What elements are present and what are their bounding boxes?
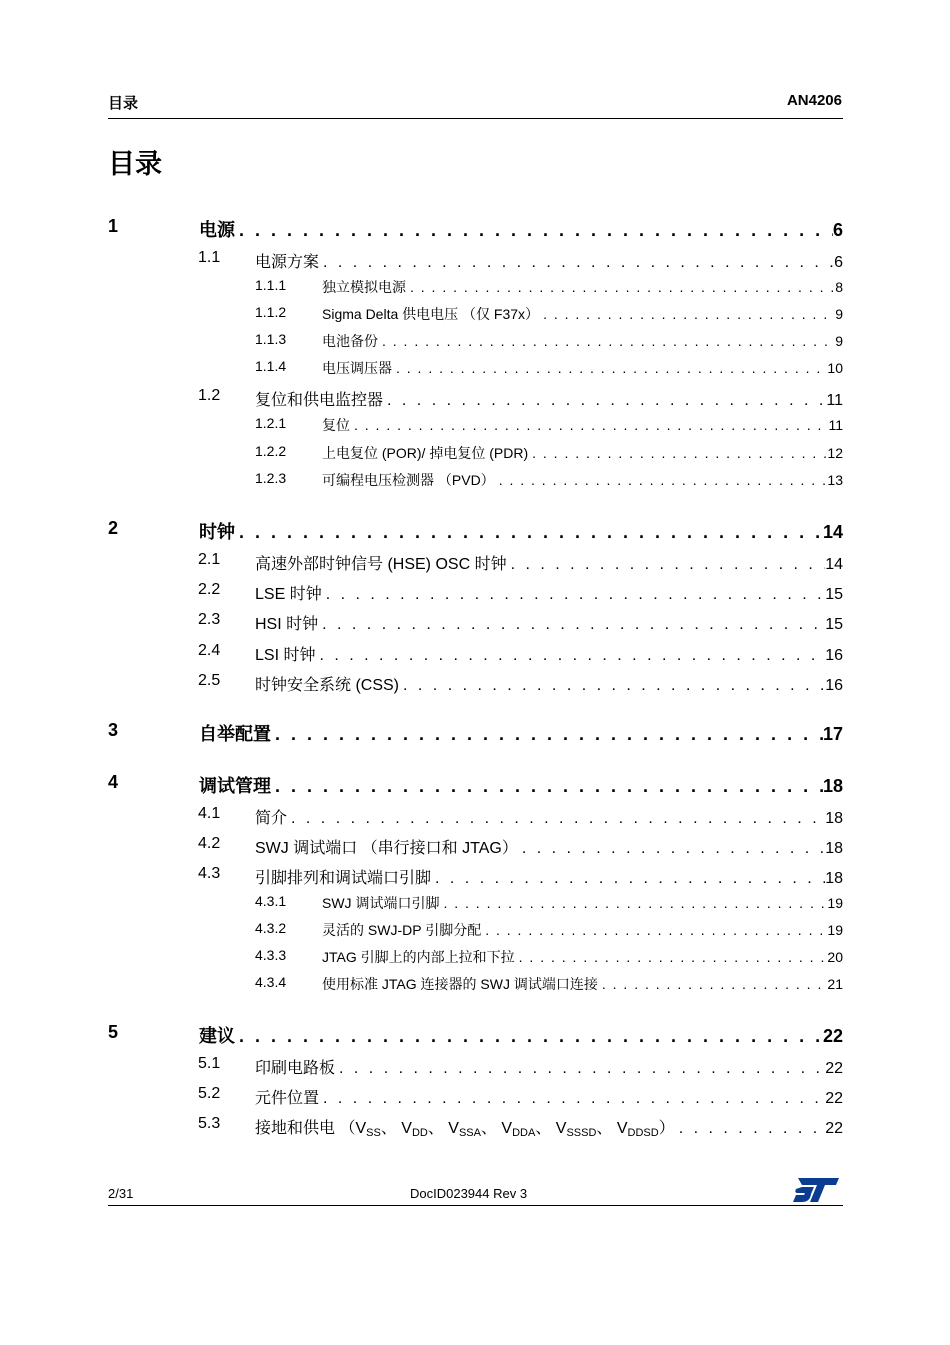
toc-page: 18 (825, 810, 843, 827)
toc-page: 22 (825, 1090, 843, 1107)
toc-title: LSI 时钟 (255, 647, 316, 664)
toc-number: 2.2 (198, 581, 221, 598)
toc-title-part: 、 V (480, 1120, 513, 1137)
toc-number: 4.1 (198, 805, 221, 822)
toc-leader (319, 254, 834, 272)
toc-number: 2.1 (198, 551, 221, 568)
toc-title-part: ） (658, 1120, 675, 1137)
toc-number: 1.2.2 (255, 443, 287, 459)
toc-leader (235, 220, 833, 241)
toc-page: 9 (835, 306, 843, 322)
toc-number: 4.2 (198, 835, 221, 852)
toc-title: 复位和供电监控器 (255, 392, 384, 409)
toc-entry[interactable] (108, 551, 843, 573)
toc-number: 4.3.2 (255, 920, 287, 936)
toc-title: 引脚排列和调试端口引脚 (255, 870, 432, 887)
toc-leader (481, 922, 827, 938)
toc-entry[interactable] (108, 642, 843, 664)
toc-title: 时钟 (199, 522, 235, 542)
toc-leader (235, 522, 823, 543)
toc-title: 简介 (255, 810, 288, 827)
footer-rule (108, 1205, 843, 1206)
toc-number: 3 (108, 720, 119, 740)
toc-leader (439, 895, 827, 911)
toc-leader (335, 1060, 825, 1078)
toc-number: 1.2.3 (255, 470, 287, 486)
toc-entry[interactable] (108, 304, 843, 324)
toc-leader (515, 949, 828, 965)
toc-title-part: 、 V (535, 1120, 567, 1137)
toc-page: 8 (835, 279, 843, 295)
toc-page: 13 (827, 472, 843, 488)
toc-number: 1.1.3 (255, 331, 287, 347)
toc-leader (322, 586, 826, 604)
toc-entry[interactable] (108, 358, 843, 378)
toc-title-subscript: SS (366, 1127, 381, 1139)
toc-number: 4.3.1 (255, 893, 287, 909)
toc-title: 可编程电压检测器 （PVD） (322, 472, 495, 488)
toc-entry[interactable] (108, 277, 843, 297)
toc-entry[interactable] (108, 443, 843, 463)
toc-leader (271, 724, 823, 745)
toc-leader (392, 360, 827, 376)
toc-title-subscript: DDSD (627, 1127, 659, 1139)
toc-page: 22 (825, 1120, 843, 1137)
toc-title-part: 、 V (380, 1120, 412, 1137)
toc-page: 11 (826, 392, 843, 409)
toc-leader (518, 840, 825, 858)
toc-entry[interactable] (108, 1022, 843, 1046)
toc-leader (350, 417, 828, 433)
toc-title: 印刷电路板 (255, 1060, 336, 1077)
toc-leader (675, 1120, 825, 1138)
toc-page: 19 (827, 895, 843, 911)
toc-title: 上电复位 (POR)/ 掉电复位 (PDR) (322, 445, 529, 461)
toc-title: LSE 时钟 (255, 586, 322, 603)
toc-number: 1.1.2 (255, 304, 287, 320)
toc-entry[interactable] (108, 1085, 843, 1107)
toc-number: 1.1 (198, 249, 221, 266)
toc-number: 4 (108, 772, 119, 792)
toc-title-subscript: SSSD (566, 1127, 597, 1139)
toc-page: 20 (827, 949, 843, 965)
toc-number: 1.1.4 (255, 358, 287, 374)
toc-leader (315, 647, 825, 665)
toc-leader (287, 810, 825, 828)
toc-leader (507, 556, 826, 574)
toc-title: 独立模拟电源 (322, 279, 406, 295)
toc-page: 18 (822, 776, 843, 796)
toc-page: 10 (827, 360, 843, 376)
toc-title: HSI 时钟 (255, 616, 319, 633)
toc-title: 复位 (322, 417, 350, 433)
toc-number: 2.3 (198, 611, 221, 628)
toc-entry[interactable] (108, 518, 843, 542)
toc-title: 调试管理 (199, 776, 271, 796)
footer-page-number: 2/31 (108, 1186, 134, 1201)
toc-title: 时钟安全系统 (CSS) (255, 677, 400, 694)
toc-page: 22 (825, 1060, 843, 1077)
toc-entry[interactable] (108, 415, 843, 435)
toc-title: 电源 (199, 220, 235, 240)
toc-title: JTAG 引脚上的内部上拉和下拉 (322, 949, 515, 965)
toc-title: 电池备份 (322, 333, 378, 349)
toc-page: 22 (822, 1026, 843, 1046)
toc-title: 电源方案 (255, 254, 320, 271)
toc-leader (399, 677, 825, 695)
toc-leader (271, 776, 823, 797)
toc-leader (319, 1090, 825, 1108)
toc-leader (598, 976, 828, 992)
toc-page: 18 (825, 870, 843, 887)
toc-title: 自举配置 (199, 724, 271, 744)
toc-entry[interactable] (108, 835, 843, 857)
toc-leader (378, 333, 835, 349)
toc-page: 18 (825, 840, 843, 857)
toc-number: 5.2 (198, 1085, 221, 1102)
toc-entry[interactable] (108, 893, 843, 913)
toc-page: 14 (822, 522, 843, 542)
toc-page: 15 (825, 586, 843, 603)
page-title: 目录 (108, 149, 162, 179)
toc-number: 5 (108, 1022, 119, 1042)
toc-leader (539, 306, 835, 322)
toc-leader (383, 392, 826, 410)
toc-page: 17 (822, 724, 843, 744)
toc-title: SWJ 调试端口引脚 (322, 895, 440, 911)
toc-entry[interactable] (108, 216, 843, 240)
toc-title: 灵活的 SWJ-DP 引脚分配 (322, 922, 482, 938)
running-header-section: 目录 (108, 95, 139, 112)
toc-title: Sigma Delta 供电电压 （仅 F37x） (322, 306, 540, 322)
toc-entry[interactable] (108, 387, 843, 409)
toc-page: 14 (825, 556, 843, 573)
toc-title: 高速外部时钟信号 (HSE) OSC 时钟 (255, 556, 507, 573)
toc-title-part: 接地和供电 （V (255, 1120, 367, 1137)
toc-page: 6 (834, 254, 843, 271)
toc-page: 12 (827, 445, 843, 461)
toc-page: 11 (828, 417, 843, 433)
toc-entry[interactable] (108, 920, 843, 940)
toc-title: 元件位置 (255, 1090, 320, 1107)
toc-number: 1 (108, 216, 119, 236)
toc-page: 19 (827, 922, 843, 938)
toc-entry[interactable] (108, 331, 843, 351)
toc-number: 4.3.3 (255, 947, 287, 963)
toc-entry[interactable] (108, 470, 843, 490)
toc-number: 4.3.4 (255, 974, 287, 990)
toc-number: 2.5 (198, 672, 221, 689)
toc-leader (431, 870, 825, 888)
toc-entry[interactable] (108, 672, 843, 694)
toc-entry[interactable] (108, 720, 843, 744)
toc-page: 9 (835, 333, 843, 349)
toc-number: 1.2 (198, 387, 221, 404)
toc-number: 1.2.1 (255, 415, 287, 431)
toc-leader (406, 279, 835, 295)
toc-title-subscript: DD (411, 1127, 428, 1139)
toc-number: 5.3 (198, 1115, 221, 1132)
toc-title: 电压调压器 (322, 360, 392, 376)
running-header-docnum: AN4206 (786, 92, 842, 109)
toc-title: 使用标准 JTAG 连接器的 SWJ 调试端口连接 (322, 976, 598, 992)
toc-title-subscript: DDA (512, 1127, 536, 1139)
toc-page: 15 (825, 616, 843, 633)
toc-page: 16 (825, 677, 843, 694)
toc-entry[interactable] (108, 947, 843, 967)
toc-entry[interactable] (108, 249, 843, 271)
toc-number: 2 (108, 518, 119, 538)
toc-entry[interactable] (108, 805, 843, 827)
toc-entry[interactable] (108, 772, 843, 796)
toc-title: 建议 (199, 1026, 235, 1046)
toc-title: SWJ 调试端口 （串行接口和 JTAG） (255, 840, 518, 857)
toc-number: 2.4 (198, 642, 221, 659)
toc-number: 1.1.1 (255, 277, 287, 293)
header-rule (108, 118, 843, 119)
toc-title-part: 、 V (596, 1120, 628, 1137)
toc-number: 4.3 (198, 865, 221, 882)
toc-leader (235, 1026, 823, 1047)
footer-doc-id: DocID023944 Rev 3 (410, 1186, 528, 1201)
toc-leader (528, 445, 827, 461)
toc-entry[interactable] (108, 1055, 843, 1077)
toc-entry[interactable] (108, 974, 843, 994)
toc-page: 6 (832, 220, 843, 240)
toc-entry[interactable] (108, 611, 843, 633)
toc-title-part: 、 V (427, 1120, 459, 1137)
toc-title (255, 1115, 675, 1139)
toc-page: 21 (827, 976, 843, 992)
toc-page: 16 (825, 647, 843, 664)
toc-number: 5.1 (198, 1055, 221, 1072)
toc-leader (318, 616, 825, 634)
toc-entry[interactable] (108, 581, 843, 603)
toc-entry[interactable] (108, 1115, 843, 1137)
toc-entry[interactable] (108, 865, 843, 887)
toc-leader (495, 472, 828, 488)
toc-title-subscript: SSA (458, 1127, 481, 1139)
